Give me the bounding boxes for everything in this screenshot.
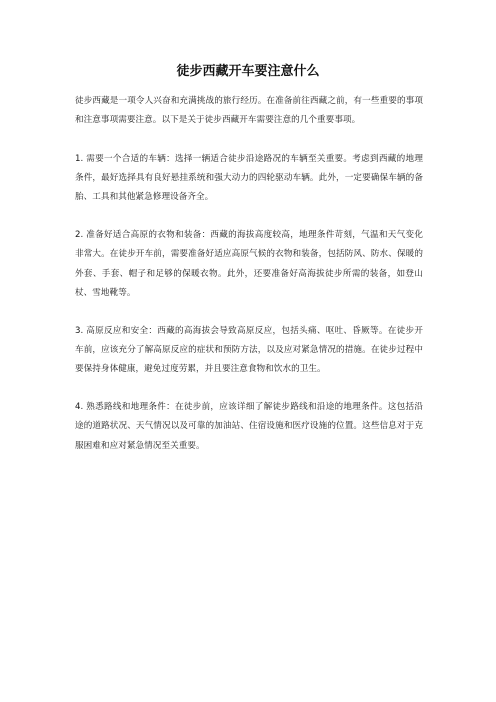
document-body [75, 92, 423, 474]
item-paragraph-1: 1. 需要一个合适的车辆：选择一辆适合徒步沿途路况的车辆至关重要。考虑到西藏的地理条件，最好选择具有良好悬挂系统和强大动力的四轮驱动车辆。此外，一定要确保车辆的备胎、工具和其他紧急修理设备齐全。 [75, 153, 423, 203]
item-paragraph-3: 3. 高原反应和安全：西藏的高海拔会导致高原反应，包括头痛、呕吐、昏厥等。在徒步开车前，应该充分了解高原反应的症状和预防方法，以及应对紧急情况的措施。在徒步过程中要保持身体健康，避免过度劳累，并且要注意食物和饮水的卫生。 [75, 325, 423, 375]
intro-paragraph: 徒步西藏是一项令人兴奋和充满挑战的旅行经历。在准备前往西藏之前，有一些重要的事项和注意事项需要注意。以下是关于徒步西藏开车需要注意的几个重要事项。 [75, 96, 423, 126]
item-paragraph-4: 4. 熟悉路线和地理条件：在徒步前，应该详细了解徒步路线和沿途的地理条件。这包括沿途的道路状况、天气情况以及可靠的加油站、住宿设施和医疗设施的位置。这些信息对于克服困难和应对紧急情况至关重要。 [75, 402, 423, 451]
item-paragraph-2: 2. 准备好适合高原的衣物和装备：西藏的海拔高度较高，地理条件苛刻，气温和天气变化非常大。在徒步开车前，需要准备好适应高原气候的衣物和装备，包括防风、防水、保暖的外套、手套、帽子和足够的保暖衣物。此外，还要准备好高海拔徒步所需的装备，如登山杖、雪地靴等。 [75, 229, 423, 298]
document-title: 徒步西藏开车要注意什么 [176, 64, 320, 79]
